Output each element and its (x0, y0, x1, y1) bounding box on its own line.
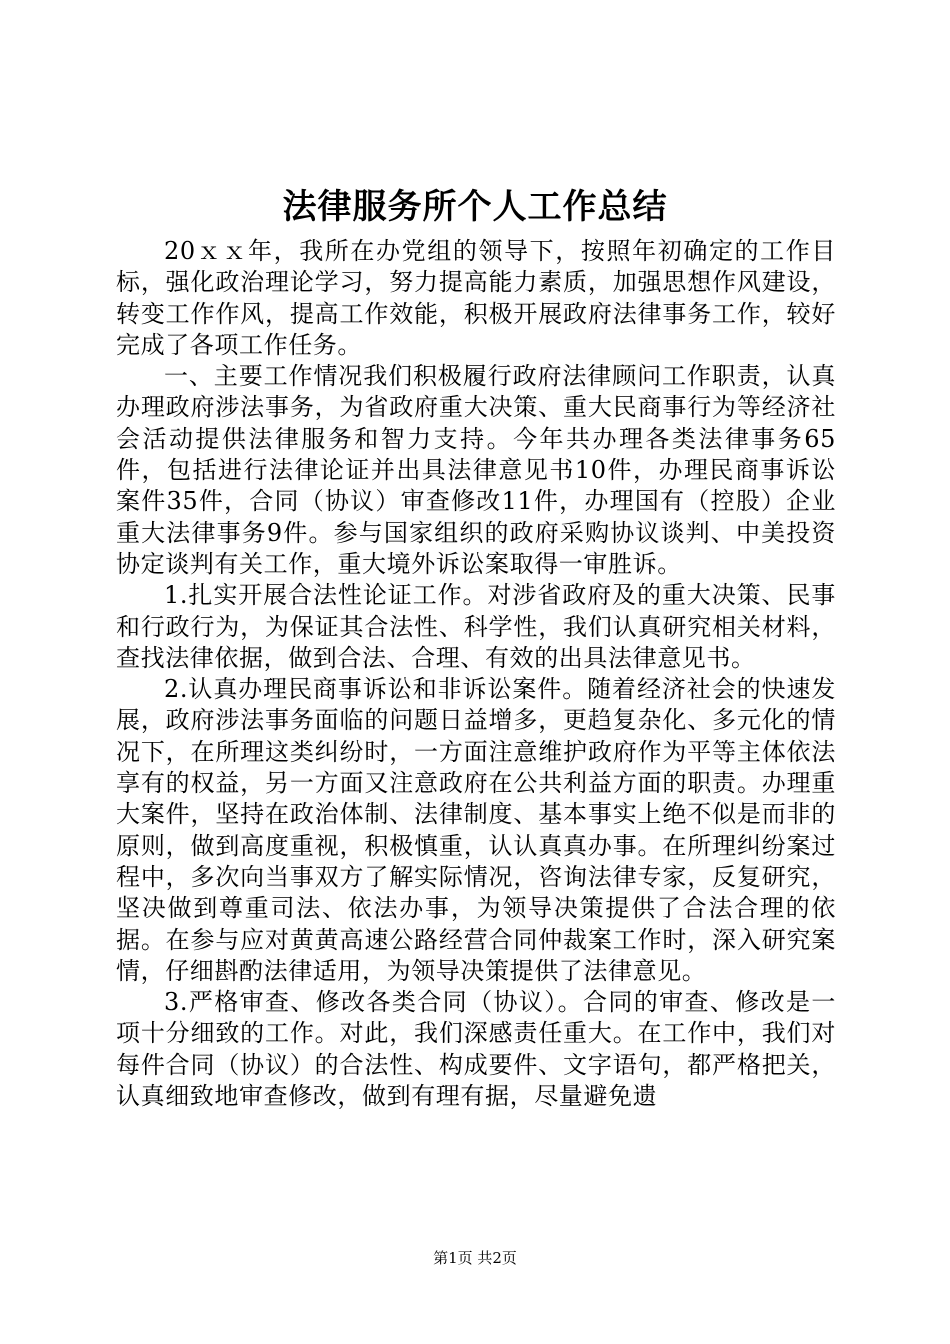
paragraph-legality-review: 1.扎实开展合法性论证工作。对涉省政府及的重大决策、民事和行政行为，为保证其合法性、科学性，我们认真研究相关材料，查找法律依据，做到合法、合理、有效的出具法律意见书。 (116, 581, 836, 672)
document-title: 法律服务所个人工作总结 (282, 187, 668, 227)
paragraph-contract-review: 3.严格审查、修改各类合同（协议）。合同的审查、修改是一项十分细致的工作。对此，我们深感责任重大。在工作中，我们对每件合同（协议）的合法性、构成要件、文字语句，都严格把关，认真细致地审查修改，做到有理有据，尽量避免遗 (116, 988, 836, 1111)
paragraph-litigation-cases: 2.认真办理民商事诉讼和非诉讼案件。随着经济社会的快速发展，政府涉法事务面临的问题日益增多，更趋复杂化、多元化的情况下，在所理这类纠纷时，一方面注意维护政府作为平等主体依法享有的权益，另一方面又注意政府在公共利益方面的职责。办理重大案件，坚持在政治体制、法律制度、基本事实上绝不似是而非的原则，做到高度重视，积极慎重，认认真真办事。在所理纠纷案过程中，多次向当事双方了解实际情况，咨询法律专家，反复研究，坚决做到尊重司法、依法办事，为领导决策提供了合法合理的依据。在参与应对黄黄高速公路经营合同仲裁案工作时，深入研究案情，仔细斟酌法律适用，为领导决策提供了法律意见。 (116, 675, 836, 985)
document-body (116, 236, 836, 1112)
paragraph-main-work: 一、主要工作情况我们积极履行政府法律顾问工作职责，认真办理政府涉法事务，为省政府重大决策、重大民商事行为等经济社会活动提供法律服务和智力支持。今年共办理各类法律事务65件，包括进行法律论证并出具法律意见书10件，办理民商事诉讼案件35件，合同（协议）审查修改11件，办理国有（控股）企业重大法律事务9件。参与国家组织的政府采购协议谈判、中美投资协定谈判有关工作，重大境外诉讼案取得一审胜诉。 (116, 362, 836, 578)
page-footer: 第1页 共2页 (433, 1249, 517, 1267)
paragraph-intro: 20ｘｘ年，我所在办党组的领导下，按照年初确定的工作目标，强化政治理论学习，努力提高能力素质，加强思想作风建设，转变工作作风，提高工作效能，积极开展政府法律事务工作，较好完成了各项工作任务。 (116, 237, 836, 359)
